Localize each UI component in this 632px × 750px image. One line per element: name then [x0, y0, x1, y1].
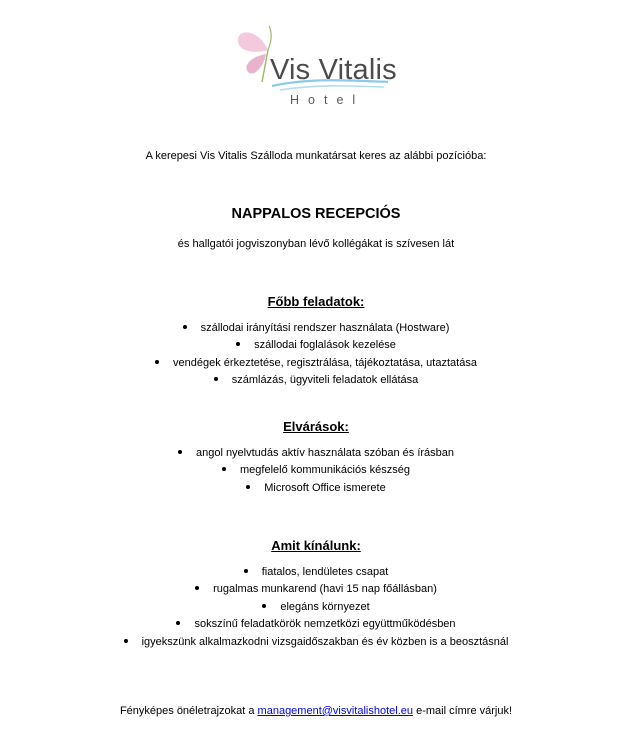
bullet-icon: [195, 586, 199, 590]
bullet-icon: [244, 569, 248, 573]
intro-text: A kerepesi Vis Vitalis Szálloda munkatársat keres az alábbi pozícióba:: [145, 150, 487, 162]
list-item: megfelelő kommunikációs készség: [0, 462, 632, 479]
logo-name: Vis Vitalis: [270, 54, 397, 86]
list-item: sokszínű feladatkörök nemzetközi együttműködésben: [0, 616, 632, 633]
list-item: Microsoft Office ismerete: [0, 480, 632, 497]
bullet-icon: [124, 639, 128, 643]
bullet-icon: [236, 342, 240, 346]
bullet-icon: [176, 621, 180, 625]
list-item: rugalmas munkarend (havi 15 nap főállásban): [0, 581, 632, 598]
bullet-icon: [262, 604, 266, 608]
requirements-list: [0, 445, 632, 497]
hotel-logo: [228, 20, 398, 115]
list-item: igyekszünk alkalmazkodni vizsgaidőszakban és év közben is a beosztásnál: [0, 634, 632, 651]
bullet-icon: [183, 325, 187, 329]
bullet-icon: [214, 377, 218, 381]
section-heading-tasks: Főbb feladatok:: [267, 294, 365, 309]
list-item: angol nyelvtudás aktív használata szóban és írásban: [0, 445, 632, 462]
tasks-list: [0, 320, 632, 390]
footer-text: Fényképes önéletrajzokat a management@visvitalishotel.eu e-mail címre várjuk!: [119, 705, 513, 717]
bullet-icon: [155, 360, 159, 364]
position-title: NAPPALOS RECEPCIÓS: [231, 206, 401, 222]
list-item: szállodai foglalások kezelése: [0, 337, 632, 354]
offer-list: [0, 564, 632, 651]
bullet-icon: [222, 467, 226, 471]
list-item: vendégek érkeztetése, regisztrálása, tájékoztatása, utaztatása: [0, 355, 632, 372]
email-link[interactable]: management@visvitalishotel.eu: [257, 705, 414, 717]
list-item: fiatalos, lendületes csapat: [0, 564, 632, 581]
section-heading-offer: Amit kínálunk:: [271, 538, 361, 553]
section-heading-requirements: Elvárások:: [283, 419, 349, 434]
bullet-icon: [246, 485, 250, 489]
list-item: elegáns környezet: [0, 599, 632, 616]
position-subtitle: és hallgatói jogviszonyban lévő kollégákat is szívesen lát: [177, 238, 455, 250]
list-item: szállodai irányítási rendszer használata (Hostware): [0, 320, 632, 337]
logo-subtitle: Hotel: [290, 93, 365, 107]
bullet-icon: [178, 450, 182, 454]
list-item: számlázás, ügyviteli feladatok ellátása: [0, 372, 632, 389]
